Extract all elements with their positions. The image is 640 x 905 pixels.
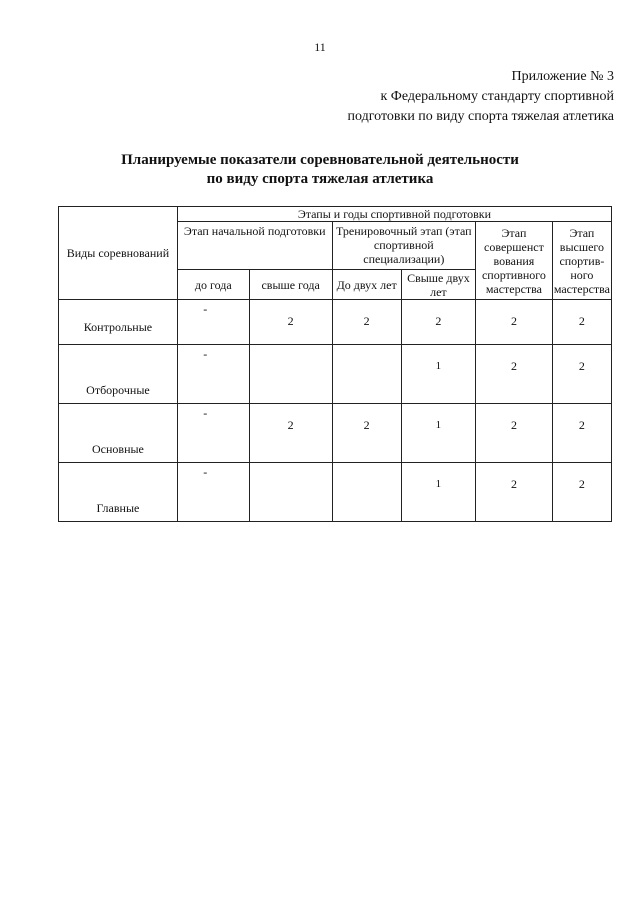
- value-cell: 1: [401, 404, 475, 463]
- header-year-training-2: Свыше двух лет: [401, 270, 475, 300]
- table-row: [59, 463, 612, 522]
- header-stage-training: Тренировочный этап (этап спортивной специализации): [332, 222, 476, 270]
- row-kind: Главные: [59, 463, 178, 522]
- value-cell: 2: [332, 300, 401, 345]
- page-number: 11: [314, 40, 326, 54]
- value-cell: -: [177, 345, 249, 404]
- header-year-initial-2: свыше года: [249, 270, 332, 300]
- value-cell: 2: [249, 404, 332, 463]
- document-title: [0, 151, 640, 189]
- appendix-note: [348, 67, 614, 127]
- row-kind: Отборочные: [59, 345, 178, 404]
- row-kind: Контрольные: [59, 300, 178, 345]
- value-cell: 1: [401, 345, 475, 404]
- value-cell: 2: [249, 300, 332, 345]
- table-row: [59, 404, 612, 463]
- value-cell: 2: [476, 404, 553, 463]
- value-cell: -: [177, 300, 249, 345]
- header-stage-initial: Этап начальной подготовки: [177, 222, 332, 270]
- appendix-line-3: подготовки по виду спорта тяжелая атлетика: [347, 109, 614, 124]
- value-cell: 2: [332, 404, 401, 463]
- value-cell: 2: [401, 300, 475, 345]
- value-cell: [332, 345, 401, 404]
- header-stage-improvement: Этап совершенст вования спортивного мастерства: [476, 222, 553, 300]
- value-cell: -: [177, 463, 249, 522]
- header-year-training-1: До двух лет: [332, 270, 401, 300]
- value-cell: [332, 463, 401, 522]
- table-row: [59, 300, 612, 345]
- value-cell: 2: [552, 404, 611, 463]
- value-cell: [249, 463, 332, 522]
- header-year-initial-1: до года: [177, 270, 249, 300]
- value-cell: 2: [476, 345, 553, 404]
- document-title-line-1: Планируемые показатели соревновательной деятельности: [121, 152, 519, 168]
- table-row: [59, 345, 612, 404]
- value-cell: 2: [552, 345, 611, 404]
- value-cell: 2: [552, 463, 611, 522]
- appendix-line-2: к Федеральному стандарту спортивной: [380, 89, 614, 104]
- row-kind: Основные: [59, 404, 178, 463]
- value-cell: -: [177, 404, 249, 463]
- value-cell: 2: [476, 463, 553, 522]
- appendix-line-1: Приложение № 3: [511, 69, 614, 84]
- indicators-table: [58, 206, 612, 522]
- header-stage-higher: Этап высшего спортив-ного мастерства: [552, 222, 611, 300]
- document-title-line-2: по виду спорта тяжелая атлетика: [206, 171, 434, 187]
- value-cell: [249, 345, 332, 404]
- value-cell: 1: [401, 463, 475, 522]
- value-cell: 2: [476, 300, 553, 345]
- header-stages: Этапы и годы спортивной подготовки: [177, 207, 611, 222]
- value-cell: 2: [552, 300, 611, 345]
- header-competition-kinds: Виды соревнований: [59, 207, 178, 300]
